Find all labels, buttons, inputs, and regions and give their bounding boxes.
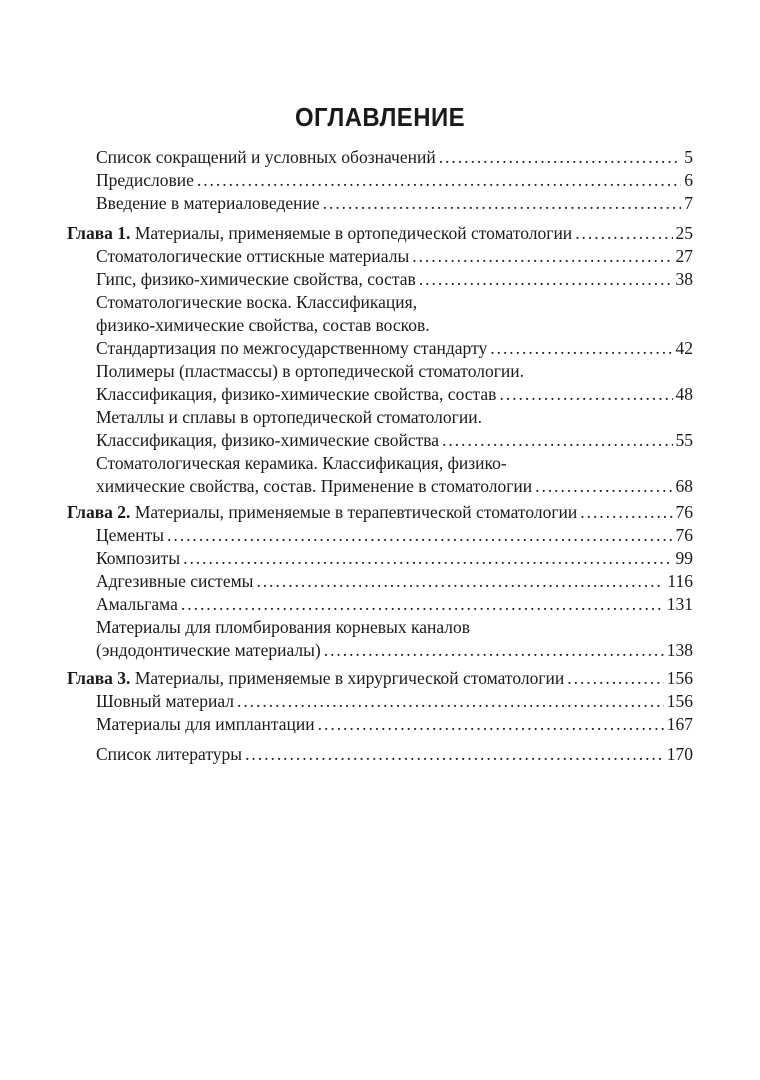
toc-page-number: 55: [675, 430, 693, 450]
toc-page-number: 156: [666, 691, 693, 711]
toc-page-number: 48: [675, 384, 693, 404]
dot-leader: [442, 428, 672, 452]
toc-entry: [96, 615, 693, 639]
dot-leader: [580, 500, 672, 524]
dot-leader: [245, 742, 664, 766]
toc-entry: [96, 592, 693, 616]
dot-leader: [575, 221, 672, 245]
toc-entry-title: [96, 290, 417, 314]
toc-entry-title: [96, 523, 164, 547]
toc-entry-text: Стоматологическая керамика. Классификация, физико-: [96, 453, 507, 473]
dot-leader: [167, 523, 672, 547]
toc-entry-text: Амальгама: [96, 594, 178, 614]
toc-entry-title: [96, 428, 439, 452]
toc-page-number: 138: [666, 640, 693, 660]
toc-entry: [96, 546, 693, 570]
toc-entry: [96, 267, 693, 291]
toc-entry: [96, 742, 693, 766]
toc-entry: [96, 712, 693, 736]
toc-entry-title: [67, 221, 572, 245]
toc-page-number: 76: [675, 525, 693, 545]
dot-leader: [490, 336, 672, 360]
dot-leader: [197, 168, 681, 192]
toc-entry: [96, 405, 693, 429]
toc-entry-text: Материалы, применяемые в хирургической стоматологии: [130, 668, 565, 688]
toc-page-number: 170: [666, 744, 693, 764]
toc-entry-text: Материалы для пломбирования корневых каналов: [96, 617, 470, 637]
toc-entry-title: [96, 569, 253, 593]
toc-entry-title: [96, 592, 178, 616]
toc-entry-title: [96, 145, 436, 169]
toc-entry-title: [96, 689, 234, 713]
dot-leader: [183, 546, 672, 570]
toc-page-number: 167: [666, 714, 693, 734]
dot-leader: [256, 569, 664, 593]
toc-entry-text: Цементы: [96, 525, 165, 545]
toc-entry: [96, 689, 693, 713]
dot-leader: [318, 712, 664, 736]
toc-entry-text: Шовный материал: [96, 691, 234, 711]
toc-entry: [96, 569, 693, 593]
toc-entry-text: Гипс, физико-химические свойства, состав: [96, 269, 416, 289]
toc-entry: [96, 428, 693, 452]
chapter-label: Глава 2.: [67, 502, 131, 522]
toc-entry-title: [96, 638, 321, 662]
toc-page-number: 6: [684, 170, 693, 190]
dot-leader: [323, 191, 682, 215]
toc-entry: [96, 523, 693, 547]
toc-entry-title: [96, 451, 507, 475]
toc-page-number: 116: [667, 571, 693, 591]
toc-chapter-entry: [67, 221, 693, 245]
dot-leader: [535, 474, 672, 498]
toc-page-number: 27: [675, 246, 693, 266]
toc-entry-title: [96, 712, 315, 736]
toc-entry-text: химические свойства, состав. Применение в стоматологии: [96, 476, 533, 496]
toc-entry-title: [96, 742, 242, 766]
toc-entry-text: Стоматологические оттискные материалы: [96, 246, 410, 266]
toc-entry-title: [67, 666, 564, 690]
toc-entry-title: [96, 267, 416, 291]
toc-entry: [96, 638, 693, 662]
dot-leader: [181, 592, 664, 616]
toc-entry-text: Материалы, применяемые в ортопедической стоматологии: [130, 223, 573, 243]
toc-entry-text: Классификация, физико-химические свойства: [96, 430, 440, 450]
toc-entry-text: Стоматологические воска. Классификация,: [96, 292, 418, 312]
toc-entry: [96, 451, 693, 475]
toc-page-number: 7: [684, 193, 693, 213]
toc-chapter-entry: [67, 666, 693, 690]
toc-entry: [96, 168, 693, 192]
dot-leader: [419, 267, 673, 291]
toc-entry-text: Список сокращений и условных обозначений: [96, 147, 436, 167]
dot-leader: [567, 666, 664, 690]
toc-entry-title: [96, 336, 487, 360]
toc-entry-title: [96, 313, 430, 337]
toc-entry-title: [96, 191, 320, 215]
toc-entry-title: [96, 546, 180, 570]
toc-entry-text: (эндодонтические материалы): [96, 640, 321, 660]
toc-entry-title: [96, 244, 409, 268]
toc-entry-text: Материалы, применяемые в терапевтической стоматологии: [130, 502, 578, 522]
toc-entry-title: [96, 168, 194, 192]
toc-page-number: 42: [675, 338, 693, 358]
toc-entry-title: [96, 615, 470, 639]
dot-leader: [324, 638, 664, 662]
toc-entry-text: Введение в материаловедение: [96, 193, 320, 213]
toc-entry: [96, 359, 693, 383]
dot-leader: [499, 382, 672, 406]
toc-entry: [96, 290, 693, 314]
toc-page-number: 76: [675, 502, 693, 522]
chapter-label: Глава 3.: [67, 668, 131, 688]
toc-entry-title: [96, 405, 482, 429]
toc-entry-text: Классификация, физико-химические свойства, состав: [96, 384, 497, 404]
toc-entry: [96, 191, 693, 215]
toc-entry-text: Список литературы: [96, 744, 243, 764]
toc-entry-text: Стандартизация по межгосударственному стандарту: [96, 338, 488, 358]
toc-entry-text: Полимеры (пластмассы) в ортопедической стоматологии.: [96, 361, 524, 381]
toc-entry: [96, 382, 693, 406]
toc-entry-text: Металлы и сплавы в ортопедической стоматологии.: [96, 407, 482, 427]
toc-entry-title: [96, 359, 524, 383]
toc-entry: [96, 244, 693, 268]
dot-leader: [439, 145, 682, 169]
toc-entry-text: физико-химические свойства, состав восков.: [96, 315, 430, 335]
toc-page-number: 38: [675, 269, 693, 289]
toc-entry-text: Предисловие: [96, 170, 194, 190]
toc-entry: [96, 145, 693, 169]
toc-entry-text: Композиты: [96, 548, 181, 568]
toc-page-number: 131: [666, 594, 693, 614]
toc-page-number: 156: [666, 668, 693, 688]
toc-entry-title: [96, 474, 532, 498]
toc-entry-text: Адгезивные системы: [96, 571, 254, 591]
toc-entry-title: [67, 500, 577, 524]
toc-entry-text: Материалы для имплантации: [96, 714, 315, 734]
toc-entry: [96, 336, 693, 360]
dot-leader: [412, 244, 672, 268]
toc-entry: [96, 474, 693, 498]
toc-chapter-entry: [67, 500, 693, 524]
toc-page-number: 99: [675, 548, 693, 568]
toc-entry-title: [96, 382, 496, 406]
page-title: ОГЛАВЛЕНИЕ: [294, 102, 466, 132]
toc-page-number: 68: [675, 476, 693, 496]
toc-page-number: 25: [675, 223, 693, 243]
dot-leader: [237, 689, 664, 713]
toc-page-number: 5: [684, 147, 693, 167]
toc-entry: [96, 313, 693, 337]
chapter-label: Глава 1.: [67, 223, 131, 243]
